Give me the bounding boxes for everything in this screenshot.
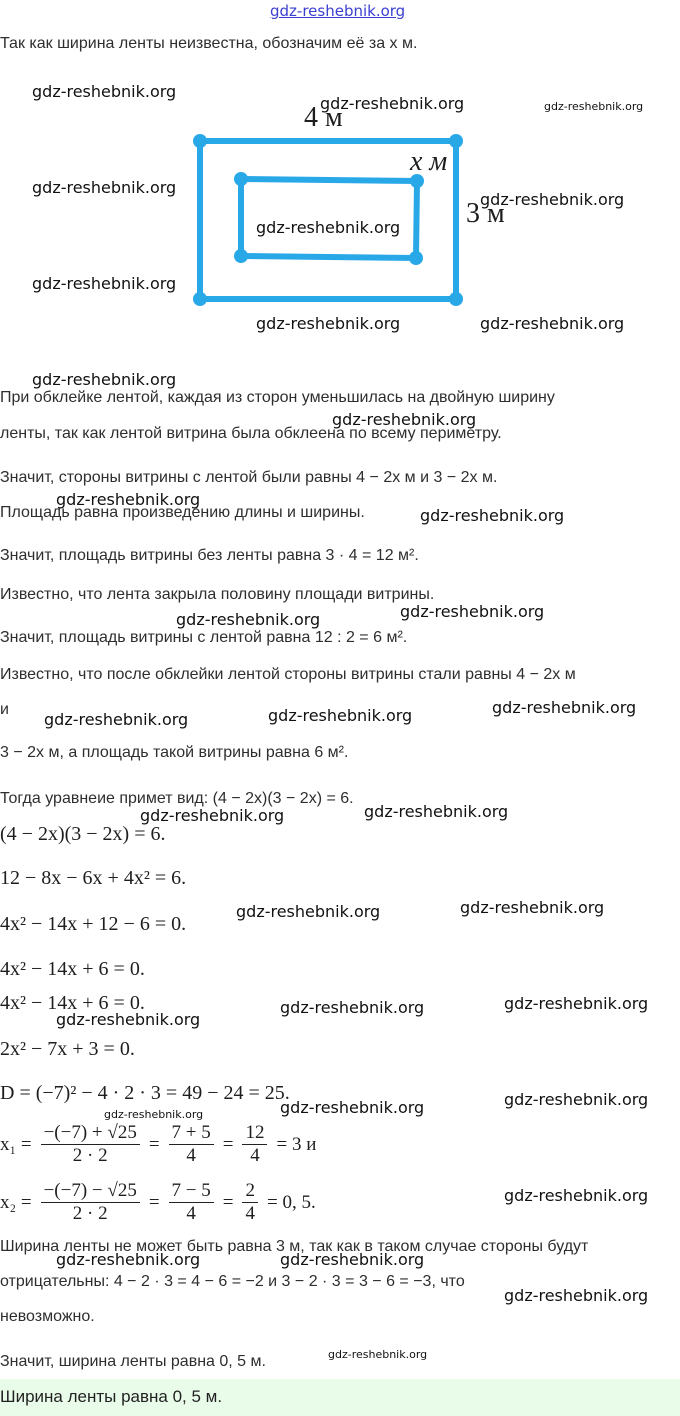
- root-x1-lhs: x₁ =: [0, 1133, 32, 1155]
- watermark-text: gdz-reshebnik.org: [460, 898, 605, 917]
- vertex-dot: [193, 292, 207, 306]
- watermark-text: gdz-reshebnik.org: [56, 1250, 201, 1269]
- watermark-text: gdz-reshebnik.org: [504, 1286, 649, 1305]
- watermark-text: gdz-reshebnik.org: [32, 370, 177, 389]
- equation-1: (4 − 2x)(3 − 2x) = 6.: [0, 823, 166, 845]
- fraction-numerator: 2: [242, 1180, 258, 1203]
- watermark-text: gdz-reshebnik.org: [176, 610, 321, 629]
- answer-text: Ширина ленты равна 0, 5 м.: [0, 1387, 223, 1406]
- watermark-text: gdz-reshebnik.org: [332, 410, 477, 429]
- watermark-text: gdz-reshebnik.org: [256, 314, 401, 333]
- equals-sign: =: [222, 1191, 234, 1213]
- vertex-dot: [449, 292, 463, 306]
- outer-height-label: 3 м: [466, 198, 505, 229]
- answer-box: [0, 1379, 680, 1416]
- watermark-text: gdz-reshebnik.org: [44, 710, 189, 729]
- watermark-text: gdz-reshebnik.org: [256, 218, 401, 237]
- equation-4: 4x² − 14x + 6 = 0.: [0, 958, 145, 980]
- paragraph-8: Тогда уравнеие примет вид: (4 − 2x)(3 − 2x) = 6.: [0, 790, 354, 807]
- watermark-text: gdz-reshebnik.org: [492, 698, 637, 717]
- root-x1-fraction-3: [242, 1122, 267, 1167]
- root-x1-fraction-1: [41, 1122, 140, 1167]
- watermark-text: gdz-reshebnik.org: [32, 82, 177, 101]
- paragraph-6: Значит, площадь витрины с лентой равна 12 : 2 = 6 м².: [0, 629, 408, 646]
- root-x2-equation: [0, 1180, 316, 1225]
- paragraph-1-line-2: ленты, так как лентой витрина была обклеена по всему периметру.: [0, 425, 502, 442]
- paragraph-9-line-1: Ширина ленты не может быть равна 3 м, так как в таком случае стороны будут: [0, 1238, 589, 1255]
- vertex-dot: [193, 134, 207, 148]
- watermark-text: gdz-reshebnik.org: [364, 802, 509, 821]
- watermark-text: gdz-reshebnik.org: [56, 490, 201, 509]
- watermark-text: gdz-reshebnik.org: [504, 1090, 649, 1109]
- fraction-denominator: 2 · 2: [72, 1203, 108, 1224]
- fraction-denominator: 2 · 2: [72, 1145, 108, 1166]
- fraction-numerator: 7 − 5: [169, 1180, 214, 1203]
- root-x1-fraction-2: [169, 1122, 214, 1167]
- watermark-text: gdz-reshebnik.org: [104, 1108, 204, 1121]
- paragraph-3: Площадь равна произведению длины и ширины.: [0, 504, 365, 521]
- fraction-denominator: 4: [186, 1145, 196, 1166]
- watermark-text: gdz-reshebnik.org: [328, 1348, 428, 1361]
- equation-3: 4x² − 14x + 12 − 6 = 0.: [0, 913, 187, 935]
- equals-sign: =: [222, 1133, 234, 1155]
- watermark-text: gdz-reshebnik.org: [268, 706, 413, 725]
- fraction-denominator: 4: [186, 1203, 196, 1224]
- vertex-dot: [449, 134, 463, 148]
- fraction-numerator: −(−7) − √25: [41, 1180, 140, 1203]
- paragraph-4: Значит, площадь витрины без ленты равна 3 · 4 = 12 м².: [0, 547, 419, 564]
- root-x2-fraction-1: [41, 1180, 140, 1225]
- fraction-denominator: 4: [245, 1203, 255, 1224]
- watermark-text: gdz-reshebnik.org: [480, 190, 625, 209]
- tape-width-label: x м: [410, 146, 448, 177]
- watermark-text: gdz-reshebnik.org: [320, 94, 465, 113]
- watermark-text: gdz-reshebnik.org: [32, 274, 177, 293]
- equals-sign: =: [148, 1133, 160, 1155]
- paragraph-10: Значит, ширина ленты равна 0, 5 м.: [0, 1353, 266, 1370]
- equation-5: 4x² − 14x + 6 = 0.: [0, 992, 145, 1014]
- intro-text: Так как ширина ленты неизвестна, обозначим её за x м.: [0, 35, 418, 52]
- watermark-text: gdz-reshebnik.org: [480, 314, 625, 333]
- paragraph-9-line-3: невозможно.: [0, 1308, 95, 1325]
- paragraph-9-line-2: отрицательны: 4 − 2 · 3 = 4 − 6 = −2 и 3 − 2 · 3 = 3 − 6 = −3, что: [0, 1273, 465, 1290]
- root-x1-result: = 3 и: [276, 1133, 317, 1155]
- vertex-dot: [234, 249, 248, 263]
- watermark-text: gdz-reshebnik.org: [280, 998, 425, 1017]
- fraction-numerator: 7 + 5: [169, 1122, 214, 1145]
- root-x2-result: = 0, 5.: [266, 1191, 316, 1213]
- fraction-numerator: 12: [242, 1122, 267, 1145]
- equals-sign: =: [148, 1191, 160, 1213]
- paragraph-7-line-1: Известно, что после обклейки лентой стороны витрины стали равны 4 − 2x м: [0, 666, 576, 683]
- root-x2-fraction-3: [242, 1180, 258, 1225]
- watermark-text: gdz-reshebnik.org: [140, 806, 285, 825]
- fraction-numerator: −(−7) + √25: [41, 1122, 140, 1145]
- watermark-text: gdz-reshebnik.org: [280, 1098, 425, 1117]
- root-x2-fraction-2: [169, 1180, 214, 1225]
- outer-width-label: 4 м: [304, 102, 343, 133]
- root-x2-lhs: x₂ =: [0, 1191, 32, 1213]
- watermark-text: gdz-reshebnik.org: [504, 994, 649, 1013]
- watermark-text: gdz-reshebnik.org: [504, 1186, 649, 1205]
- paragraph-5: Известно, что лента закрыла половину площади витрины.: [0, 586, 435, 603]
- equation-2: 12 − 8x − 6x + 4x² = 6.: [0, 867, 187, 889]
- fraction-denominator: 4: [250, 1145, 260, 1166]
- watermark-text: gdz-reshebnik.org: [420, 506, 565, 525]
- watermark-text: gdz-reshebnik.org: [544, 100, 644, 113]
- watermark-text: gdz-reshebnik.org: [280, 1250, 425, 1269]
- vertex-dot: [409, 251, 423, 265]
- paragraph-1-line-1: При обклейке лентой, каждая из сторон уменьшилась на двойную ширину: [0, 389, 555, 406]
- watermark-top-link[interactable]: gdz-reshebnik.org: [270, 2, 406, 20]
- watermark-text: gdz-reshebnik.org: [56, 1010, 201, 1029]
- equation-6: 2x² − 7x + 3 = 0.: [0, 1038, 135, 1060]
- paragraph-7-line-2: и: [0, 701, 9, 718]
- vertex-dot: [234, 172, 248, 186]
- paragraph-7-line-3: 3 − 2x м, а площадь такой витрины равна 6 м².: [0, 744, 349, 761]
- watermark-text: gdz-reshebnik.org: [400, 602, 545, 621]
- paragraph-2: Значит, стороны витрины с лентой были равны 4 − 2x м и 3 − 2x м.: [0, 469, 498, 486]
- watermark-text: gdz-reshebnik.org: [236, 902, 381, 921]
- watermark-text: gdz-reshebnik.org: [32, 178, 177, 197]
- root-x1-equation: [0, 1122, 316, 1167]
- discriminant-equation: D = (−7)² − 4 · 2 · 3 = 49 − 24 = 25.: [0, 1082, 290, 1104]
